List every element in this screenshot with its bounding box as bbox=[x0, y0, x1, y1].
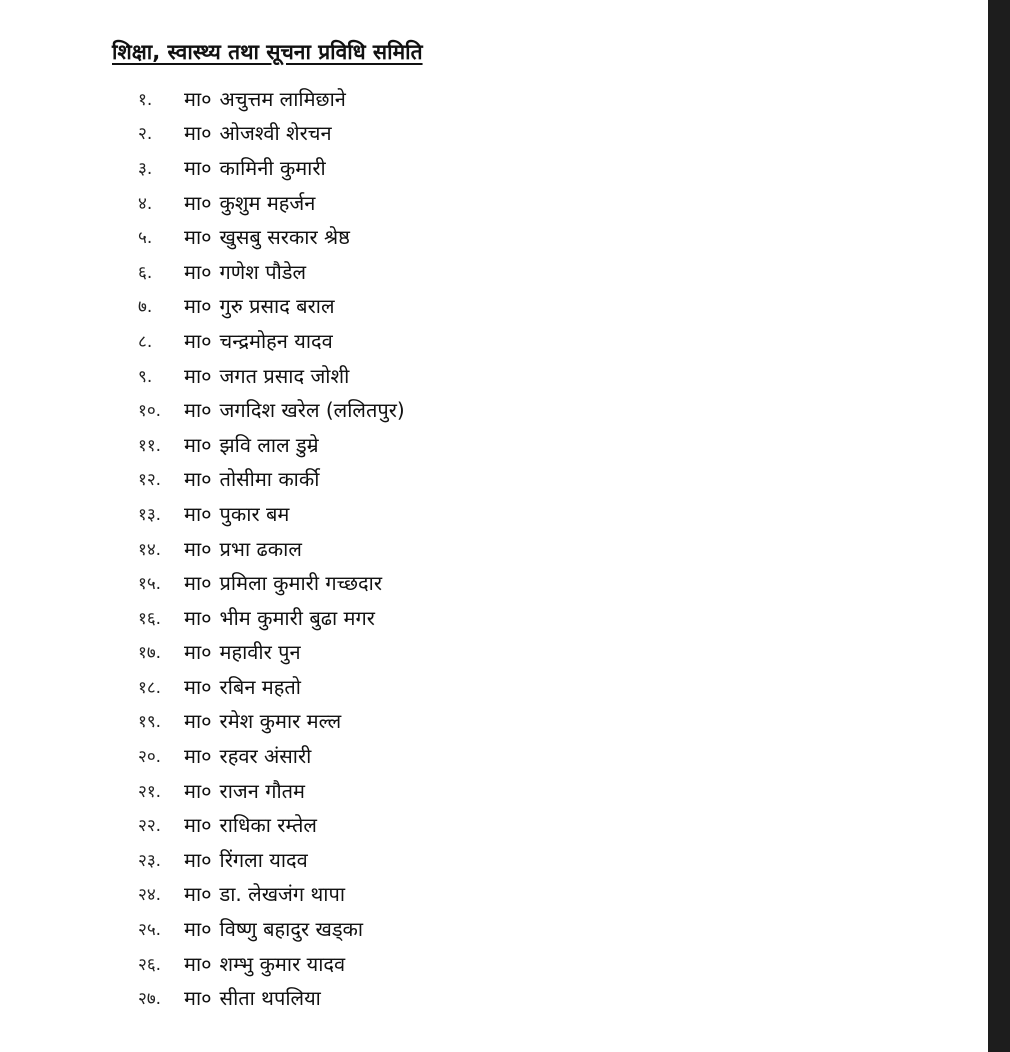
committee-title: शिक्षा, स्वास्थ्य तथा सूचना प्रविधि समिति bbox=[112, 40, 423, 64]
list-item bbox=[138, 427, 405, 462]
member-number: १२. bbox=[138, 470, 162, 491]
member-number: ५. bbox=[138, 228, 153, 249]
member-honorific: मा० bbox=[184, 536, 212, 561]
member-name: डा. लेखजंग थापा bbox=[219, 882, 346, 907]
member-honorific: मा० bbox=[184, 951, 212, 976]
list-item bbox=[138, 807, 405, 842]
member-name: गुरु प्रसाद बराल bbox=[219, 294, 335, 319]
member-number: १७. bbox=[138, 643, 162, 664]
list-item bbox=[138, 738, 405, 773]
member-number: ११. bbox=[138, 435, 162, 456]
member-name: प्रभा ढकाल bbox=[219, 536, 302, 561]
member-honorific: मा० bbox=[184, 190, 212, 215]
list-item bbox=[138, 704, 405, 739]
member-number: १४. bbox=[138, 539, 162, 560]
member-number: ८. bbox=[138, 331, 153, 352]
list-item bbox=[138, 392, 405, 427]
member-name: भीम कुमारी बुढा मगर bbox=[219, 605, 375, 630]
member-honorific: मा० bbox=[184, 259, 212, 284]
member-number: २३. bbox=[138, 850, 162, 871]
member-name: शम्भु कुमार यादव bbox=[219, 951, 346, 976]
member-honorific: मा० bbox=[184, 674, 212, 699]
member-number: १०. bbox=[138, 401, 162, 422]
member-honorific: मा० bbox=[184, 986, 212, 1011]
member-name: रबिन महतो bbox=[219, 674, 301, 699]
member-number: ३. bbox=[138, 158, 153, 179]
member-number: २५. bbox=[138, 920, 162, 941]
member-honorific: मा० bbox=[184, 813, 212, 838]
member-name: चन्द्रमोहन यादव bbox=[219, 328, 333, 353]
list-item bbox=[138, 150, 405, 185]
member-honorific: मा० bbox=[184, 225, 212, 250]
list-item bbox=[138, 462, 405, 497]
member-honorific: मा० bbox=[184, 155, 212, 180]
member-name: रहवर अंसारी bbox=[219, 744, 312, 769]
member-honorific: मा० bbox=[184, 640, 212, 665]
member-number: २१. bbox=[138, 781, 162, 802]
member-honorific: मा० bbox=[184, 501, 212, 526]
member-number: १९. bbox=[138, 712, 162, 733]
list-item bbox=[138, 323, 405, 358]
member-number: ९. bbox=[138, 366, 153, 387]
right-edge-border bbox=[988, 0, 1010, 1052]
member-name: सीता थपलिया bbox=[219, 986, 321, 1011]
member-name: महावीर पुन bbox=[219, 640, 301, 665]
member-honorific: मा० bbox=[184, 294, 212, 319]
member-number: १६. bbox=[138, 608, 162, 629]
member-number: ६. bbox=[138, 262, 153, 283]
member-honorific: मा० bbox=[184, 605, 212, 630]
list-item bbox=[138, 531, 405, 566]
list-item bbox=[138, 565, 405, 600]
list-item bbox=[138, 254, 405, 289]
list-item bbox=[138, 877, 405, 912]
list-item bbox=[138, 669, 405, 704]
member-name: जगदिश खरेल (ललितपुर) bbox=[219, 398, 405, 423]
list-item bbox=[138, 980, 405, 1015]
member-honorific: मा० bbox=[184, 847, 212, 872]
member-honorific: मा० bbox=[184, 467, 212, 492]
member-number: १८. bbox=[138, 677, 162, 698]
member-number: २४. bbox=[138, 885, 162, 906]
list-item bbox=[138, 116, 405, 151]
member-name: राजन गौतम bbox=[219, 778, 306, 803]
member-name: खुसबु सरकार श्रेष्ठ bbox=[219, 225, 350, 250]
member-name: पुकार बम bbox=[219, 501, 290, 526]
member-honorific: मा० bbox=[184, 571, 212, 596]
member-honorific: मा० bbox=[184, 86, 212, 111]
member-honorific: मा० bbox=[184, 778, 212, 803]
member-honorific: मा० bbox=[184, 363, 212, 388]
member-number: २७. bbox=[138, 989, 162, 1010]
member-number: २. bbox=[138, 124, 153, 145]
member-name: प्रमिला कुमारी गच्छदार bbox=[219, 571, 383, 596]
member-number: ४. bbox=[138, 193, 153, 214]
member-honorific: मा० bbox=[184, 121, 212, 146]
list-item bbox=[138, 219, 405, 254]
member-honorific: मा० bbox=[184, 709, 212, 734]
member-honorific: मा० bbox=[184, 917, 212, 942]
list-item bbox=[138, 600, 405, 635]
member-name: तोसीमा कार्की bbox=[219, 467, 320, 492]
member-name: कुशुम महर्जन bbox=[219, 190, 316, 215]
member-name: जगत प्रसाद जोशी bbox=[219, 363, 350, 388]
member-name: अचुत्तम लामिछाने bbox=[219, 86, 346, 111]
list-item bbox=[138, 358, 405, 393]
list-item bbox=[138, 496, 405, 531]
member-number: १. bbox=[138, 89, 153, 110]
member-honorific: मा० bbox=[184, 432, 212, 457]
list-item bbox=[138, 946, 405, 981]
member-name: राधिका रम्तेल bbox=[219, 813, 317, 838]
list-item bbox=[138, 289, 405, 324]
member-name: ओजश्वी शेरचन bbox=[219, 121, 332, 146]
member-name: विष्णु बहादुर खड्का bbox=[219, 917, 364, 942]
list-item bbox=[138, 911, 405, 946]
member-list bbox=[138, 81, 405, 1015]
member-number: २६. bbox=[138, 954, 162, 975]
member-number: १५. bbox=[138, 574, 162, 595]
member-honorific: मा० bbox=[184, 328, 212, 353]
member-name: गणेश पौडेल bbox=[219, 259, 307, 284]
member-number: २०. bbox=[138, 747, 162, 768]
member-number: १३. bbox=[138, 504, 162, 525]
member-name: झवि लाल डुम्रे bbox=[219, 432, 319, 457]
list-item bbox=[138, 185, 405, 220]
member-name: रमेश कुमार मल्ल bbox=[219, 709, 342, 734]
list-item bbox=[138, 773, 405, 808]
member-honorific: मा० bbox=[184, 882, 212, 907]
list-item bbox=[138, 635, 405, 670]
member-honorific: मा० bbox=[184, 744, 212, 769]
member-honorific: मा० bbox=[184, 398, 212, 423]
member-name: रिंगला यादव bbox=[219, 847, 308, 872]
list-item bbox=[138, 81, 405, 116]
member-name: कामिनी कुमारी bbox=[219, 155, 326, 180]
list-item bbox=[138, 842, 405, 877]
member-number: २२. bbox=[138, 816, 162, 837]
member-number: ७. bbox=[138, 297, 153, 318]
